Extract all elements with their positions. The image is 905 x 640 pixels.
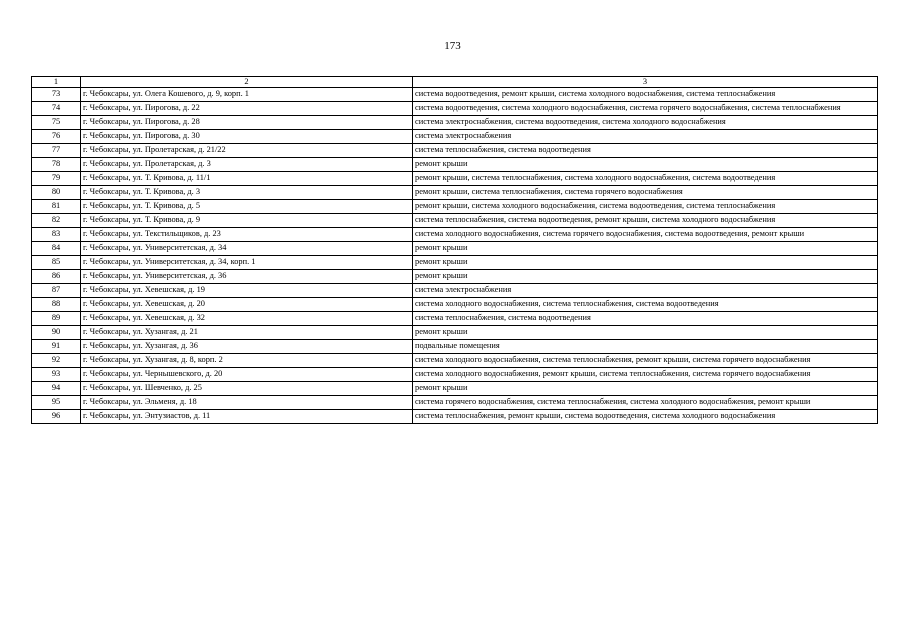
row-number-cell: 75 <box>32 116 81 130</box>
row-number-cell: 95 <box>32 396 81 410</box>
address-cell: г. Чебоксары, ул. Хевешская, д. 32 <box>81 312 413 326</box>
table-row <box>32 326 878 340</box>
address-cell: г. Чебоксары, ул. Университетская, д. 34, корп. 1 <box>81 256 413 270</box>
address-cell: г. Чебоксары, ул. Хузангая, д. 8, корп. 2 <box>81 354 413 368</box>
table-row <box>32 242 878 256</box>
row-number-cell: 93 <box>32 368 81 382</box>
row-number-cell: 73 <box>32 88 81 102</box>
row-number-cell: 76 <box>32 130 81 144</box>
works-cell: ремонт крыши, система теплоснабжения, система горячего водоснабжения <box>413 186 878 200</box>
table-row <box>32 410 878 424</box>
works-cell: ремонт крыши <box>413 382 878 396</box>
table-row <box>32 368 878 382</box>
works-cell: система теплоснабжения, система водоотведения <box>413 312 878 326</box>
row-number-cell: 87 <box>32 284 81 298</box>
table-row <box>32 312 878 326</box>
table-row <box>32 116 878 130</box>
address-cell: г. Чебоксары, ул. Т. Кривова, д. 3 <box>81 186 413 200</box>
works-cell: система теплоснабжения, система водоотведения, ремонт крыши, система холодного водоснабжения <box>413 214 878 228</box>
row-number-cell: 94 <box>32 382 81 396</box>
works-cell: система электроснабжения, система водоотведения, система холодного водоснабжения <box>413 116 878 130</box>
table-row <box>32 396 878 410</box>
address-cell: г. Чебоксары, ул. Хузангая, д. 21 <box>81 326 413 340</box>
address-cell: г. Чебоксары, ул. Чернышевского, д. 20 <box>81 368 413 382</box>
table-row <box>32 228 878 242</box>
table-row <box>32 144 878 158</box>
row-number-cell: 96 <box>32 410 81 424</box>
table-row <box>32 382 878 396</box>
row-number-cell: 89 <box>32 312 81 326</box>
row-number-cell: 77 <box>32 144 81 158</box>
works-cell: система холодного водоснабжения, ремонт крыши, система теплоснабжения, система горячего водоснабжения <box>413 368 878 382</box>
table-row <box>32 256 878 270</box>
row-number-cell: 83 <box>32 228 81 242</box>
works-cell: ремонт крыши <box>413 242 878 256</box>
table-row <box>32 102 878 116</box>
works-cell: система теплоснабжения, ремонт крыши, система водоотведения, система холодного водоснабжения <box>413 410 878 424</box>
address-cell: г. Чебоксары, ул. Пролетарская, д. 3 <box>81 158 413 172</box>
works-cell: ремонт крыши <box>413 158 878 172</box>
works-cell: система электроснабжения <box>413 130 878 144</box>
address-cell: г. Чебоксары, ул. Университетская, д. 34 <box>81 242 413 256</box>
row-number-cell: 88 <box>32 298 81 312</box>
address-cell: г. Чебоксары, ул. Энтузиастов, д. 11 <box>81 410 413 424</box>
works-cell: ремонт крыши <box>413 326 878 340</box>
address-cell: г. Чебоксары, ул. Т. Кривова, д. 5 <box>81 200 413 214</box>
table-row <box>32 298 878 312</box>
works-cell: подвальные помещения <box>413 340 878 354</box>
address-cell: г. Чебоксары, ул. Пирогова, д. 30 <box>81 130 413 144</box>
table-row <box>32 200 878 214</box>
works-cell: система теплоснабжения, система водоотведения <box>413 144 878 158</box>
table-row <box>32 172 878 186</box>
row-number-cell: 80 <box>32 186 81 200</box>
page-number: 173 <box>444 40 461 52</box>
works-cell: система водоотведения, ремонт крыши, система холодного водоснабжения, система теплоснабжения <box>413 88 878 102</box>
address-cell: г. Чебоксары, ул. Олега Кошевого, д. 9, корп. 1 <box>81 88 413 102</box>
row-number-cell: 92 <box>32 354 81 368</box>
works-cell: система водоотведения, система холодного водоснабжения, система горячего водоснабжения, система теплоснабжения <box>413 102 878 116</box>
row-number-cell: 82 <box>32 214 81 228</box>
row-number-cell: 90 <box>32 326 81 340</box>
table-row <box>32 88 878 102</box>
row-number-cell: 84 <box>32 242 81 256</box>
address-cell: г. Чебоксары, ул. Хевешская, д. 20 <box>81 298 413 312</box>
works-table <box>31 76 878 424</box>
row-number-cell: 81 <box>32 200 81 214</box>
table-row <box>32 340 878 354</box>
table-row <box>32 130 878 144</box>
table-header-row <box>32 77 878 88</box>
address-cell: г. Чебоксары, ул. Пирогова, д. 22 <box>81 102 413 116</box>
works-cell: ремонт крыши <box>413 270 878 284</box>
address-cell: г. Чебоксары, ул. Пролетарская, д. 21/22 <box>81 144 413 158</box>
address-cell: г. Чебоксары, ул. Текстильщиков, д. 23 <box>81 228 413 242</box>
works-cell: система холодного водоснабжения, система горячего водоснабжения, система водоотведения, ремонт крыши <box>413 228 878 242</box>
row-number-cell: 85 <box>32 256 81 270</box>
row-number-cell: 79 <box>32 172 81 186</box>
works-cell: ремонт крыши, система теплоснабжения, система холодного водоснабжения, система водоотведения <box>413 172 878 186</box>
table-row <box>32 214 878 228</box>
table-body <box>32 88 878 424</box>
column-header-2: 2 <box>81 77 413 88</box>
works-cell: система горячего водоснабжения, система теплоснабжения, система холодного водоснабжения, ремонт крыши <box>413 396 878 410</box>
row-number-cell: 78 <box>32 158 81 172</box>
table-row <box>32 186 878 200</box>
address-cell: г. Чебоксары, ул. Хевешская, д. 19 <box>81 284 413 298</box>
works-cell: ремонт крыши, система холодного водоснабжения, система водоотведения, система теплоснабжения <box>413 200 878 214</box>
column-header-3: 3 <box>413 77 878 88</box>
row-number-cell: 86 <box>32 270 81 284</box>
works-cell: система холодного водоснабжения, система теплоснабжения, ремонт крыши, система горячего водоснабжения <box>413 354 878 368</box>
works-cell: ремонт крыши <box>413 256 878 270</box>
address-cell: г. Чебоксары, ул. Хузангая, д. 36 <box>81 340 413 354</box>
column-header-1: 1 <box>32 77 81 88</box>
address-cell: г. Чебоксары, ул. Т. Кривова, д. 11/1 <box>81 172 413 186</box>
address-cell: г. Чебоксары, ул. Пирогова, д. 28 <box>81 116 413 130</box>
address-cell: г. Чебоксары, ул. Эльменя, д. 18 <box>81 396 413 410</box>
table-row <box>32 158 878 172</box>
row-number-cell: 91 <box>32 340 81 354</box>
works-cell: система холодного водоснабжения, система теплоснабжения, система водоотведения <box>413 298 878 312</box>
table-row <box>32 354 878 368</box>
table-row <box>32 284 878 298</box>
address-cell: г. Чебоксары, ул. Университетская, д. 36 <box>81 270 413 284</box>
address-cell: г. Чебоксары, ул. Т. Кривова, д. 9 <box>81 214 413 228</box>
row-number-cell: 74 <box>32 102 81 116</box>
works-cell: система электроснабжения <box>413 284 878 298</box>
address-cell: г. Чебоксары, ул. Шевченко, д. 25 <box>81 382 413 396</box>
table-row <box>32 270 878 284</box>
